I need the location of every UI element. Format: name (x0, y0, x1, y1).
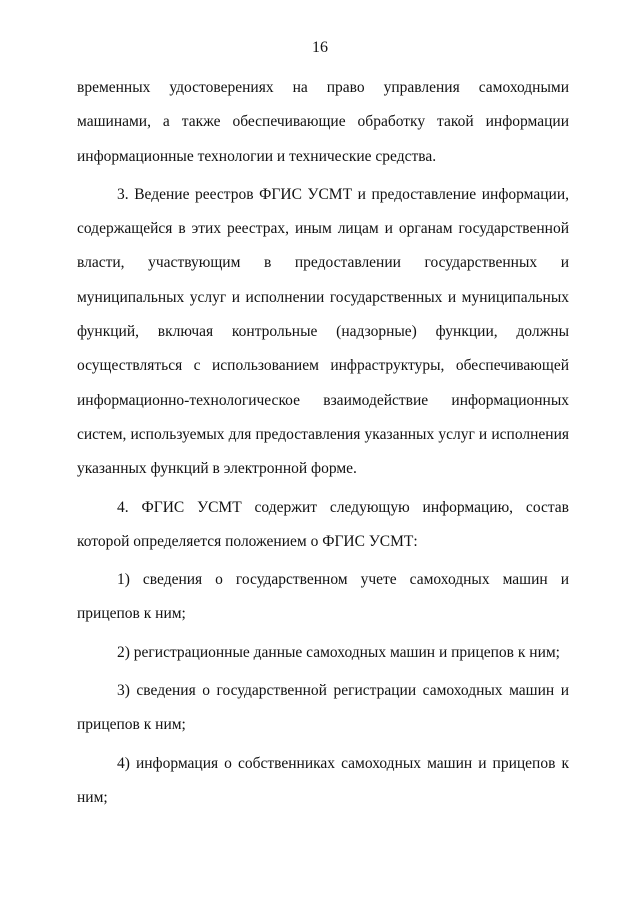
list-item-3: 3) сведения о государственной регистрации самоходных машин и прицепов к ним; (77, 682, 569, 734)
paragraph-continuation: временных удостоверениях на право управления самоходными машинами, а также обеспечивающие обработку такой информации информационные технологии и технические средства. (77, 79, 569, 165)
page-number: 16 (312, 39, 328, 56)
list-item-4: 4) информация о собственниках самоходных машин и прицепов к ним; (77, 754, 569, 806)
document-body (77, 71, 569, 815)
list-item-2: 2) регистрационные данные самоходных машин и прицепов к ним; (117, 643, 560, 661)
paragraph-item-3: 3. Ведение реестров ФГИС УСМТ и предоставление информации, содержащейся в этих реестрах, иным лицам и органам государственной власти, участвующим в предоставлении государственных и муниципальных услуг и исполнении государственных и муниципальных функций, включая контрольные (надзорные) функции, должны осуществляться с использованием инфраструктуры, обеспечивающей информационно-технологическое взаимодействие информационных систем, используемых для предоставления указанных услуг и исполнения указанных функций в электронной форме. (77, 185, 569, 478)
list-item-1: 1) сведения о государственном учете самоходных машин и прицепов к ним; (77, 571, 569, 623)
paragraph-item-4: 4. ФГИС УСМТ содержит следующую информацию, состав которой определяется положением о ФГИС УСМТ: (77, 498, 569, 550)
